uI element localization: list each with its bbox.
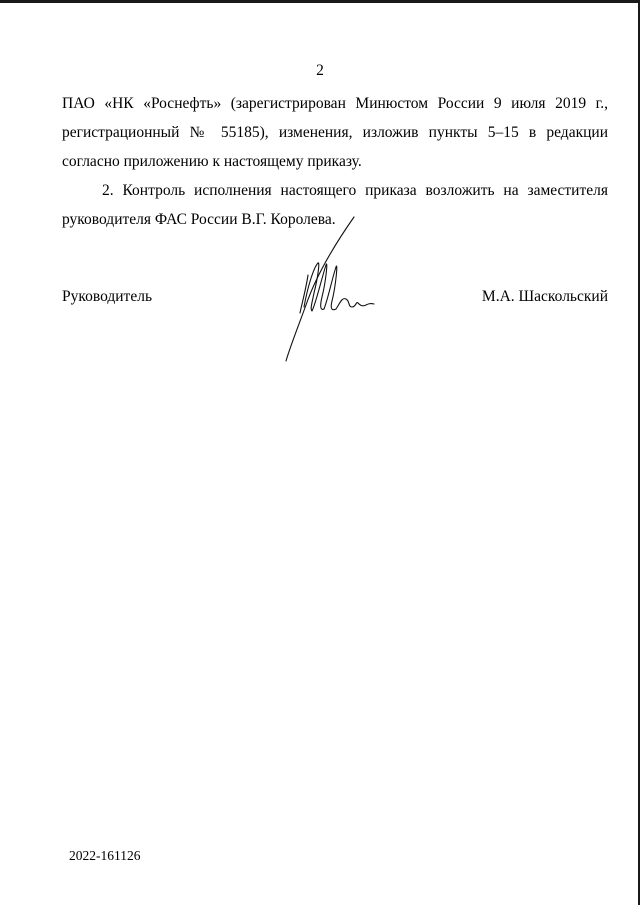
signatory-title: Руководитель: [62, 288, 153, 305]
page-number: 2: [316, 62, 324, 79]
document-code: 2022-161126: [69, 848, 141, 863]
paragraph-continuation: ПАО «НК «Роснефть» (зарегистрирован Минюстом России 9 июля 2019 г., регистрационный № 55185), изменения, изложив пункты 5–15 в редакции согласно приложению к настоящему приказу.: [62, 95, 608, 170]
scan-edge-top: [0, 0, 640, 3]
signatory-name: М.А. Шаскольский: [481, 288, 608, 305]
handwritten-signature: [278, 215, 378, 365]
paragraph-item-2: 2. Контроль исполнения настоящего приказа возложить на заместителя руководителя ФАС России В.Г. Королева.: [62, 182, 608, 228]
